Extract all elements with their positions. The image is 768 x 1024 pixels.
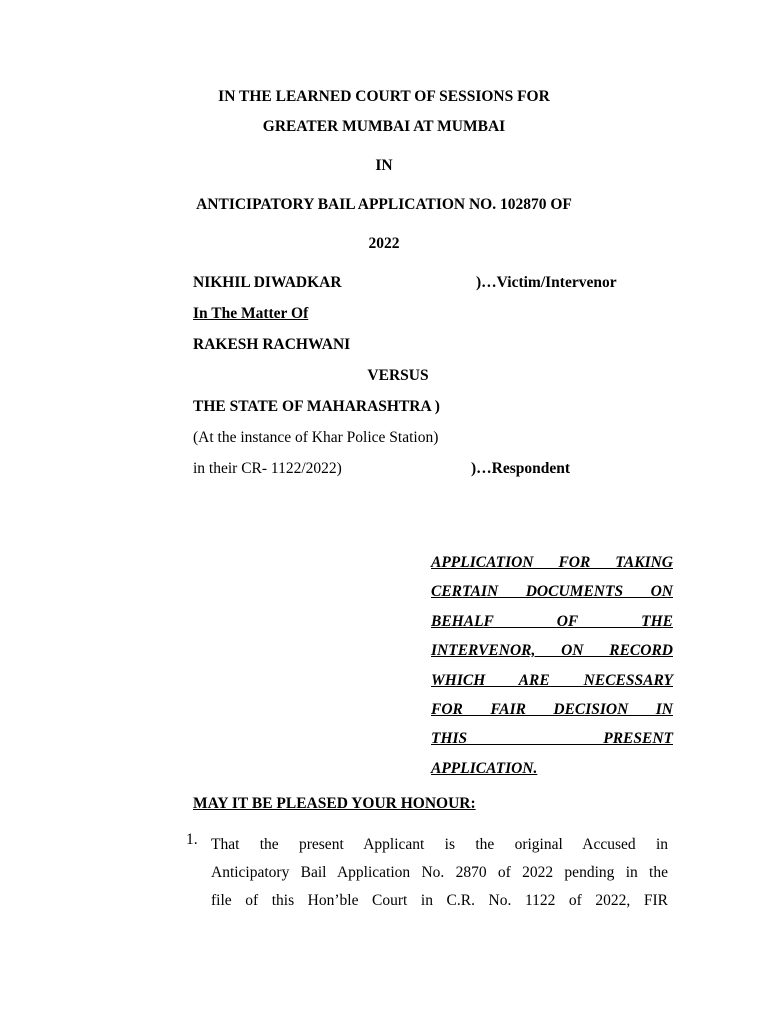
intervenor-name: NIKHIL DIWADKAR [193,274,342,291]
paragraph-line: That the present Applicant is the original Accused in [211,836,668,853]
subject-line: THIS PRESENT [431,730,673,748]
subject-line: APPLICATION FOR TAKING [431,554,673,571]
salutation: MAY IT BE PLEASED YOUR HONOUR: [193,795,476,812]
court-title-line-1: IN THE LEARNED COURT OF SESSIONS FOR [218,88,550,105]
paragraph-line: file of this Hon’ble Court in C.R. No. 1122 of 2022, FIR [211,892,668,909]
application-number-line-2: 2022 [368,235,400,252]
respondent-name: THE STATE OF MAHARASHTRA ) [193,398,440,415]
court-in-label: IN [375,157,393,174]
paragraph-body [211,831,668,915]
respondent-role: )…Respondent [471,460,571,477]
respondent-instance: (At the instance of Khar Police Station) [193,429,439,446]
subject-line: INTERVENOR, ON RECORD [431,642,673,660]
in-the-matter-of-label: In The Matter Of [193,305,309,322]
subject-line: BEHALF OF THE [431,612,673,630]
subject-line: WHICH ARE NECESSARY [431,671,673,689]
paragraph-line: Anticipatory Bail Application No. 2870 of 2022 pending in the [211,864,668,881]
intervenor-role: )…Victim/Intervenor [476,274,617,291]
subject-line: FOR FAIR DECISION IN [431,700,673,718]
versus-label: VERSUS [367,367,429,384]
application-number-line-1: ANTICIPATORY BAIL APPLICATION NO. 102870 OF [196,196,572,213]
subject-line: APPLICATION. [431,759,538,777]
court-title-line-2: GREATER MUMBAI AT MUMBAI [262,118,506,135]
respondent-cr: in their CR- 1122/2022) [193,460,342,477]
paragraph-number: 1. [186,831,198,848]
application-subject [431,548,673,783]
subject-line: CERTAIN DOCUMENTS ON [431,583,673,601]
applicant-name: RAKESH RACHWANI [193,336,351,353]
